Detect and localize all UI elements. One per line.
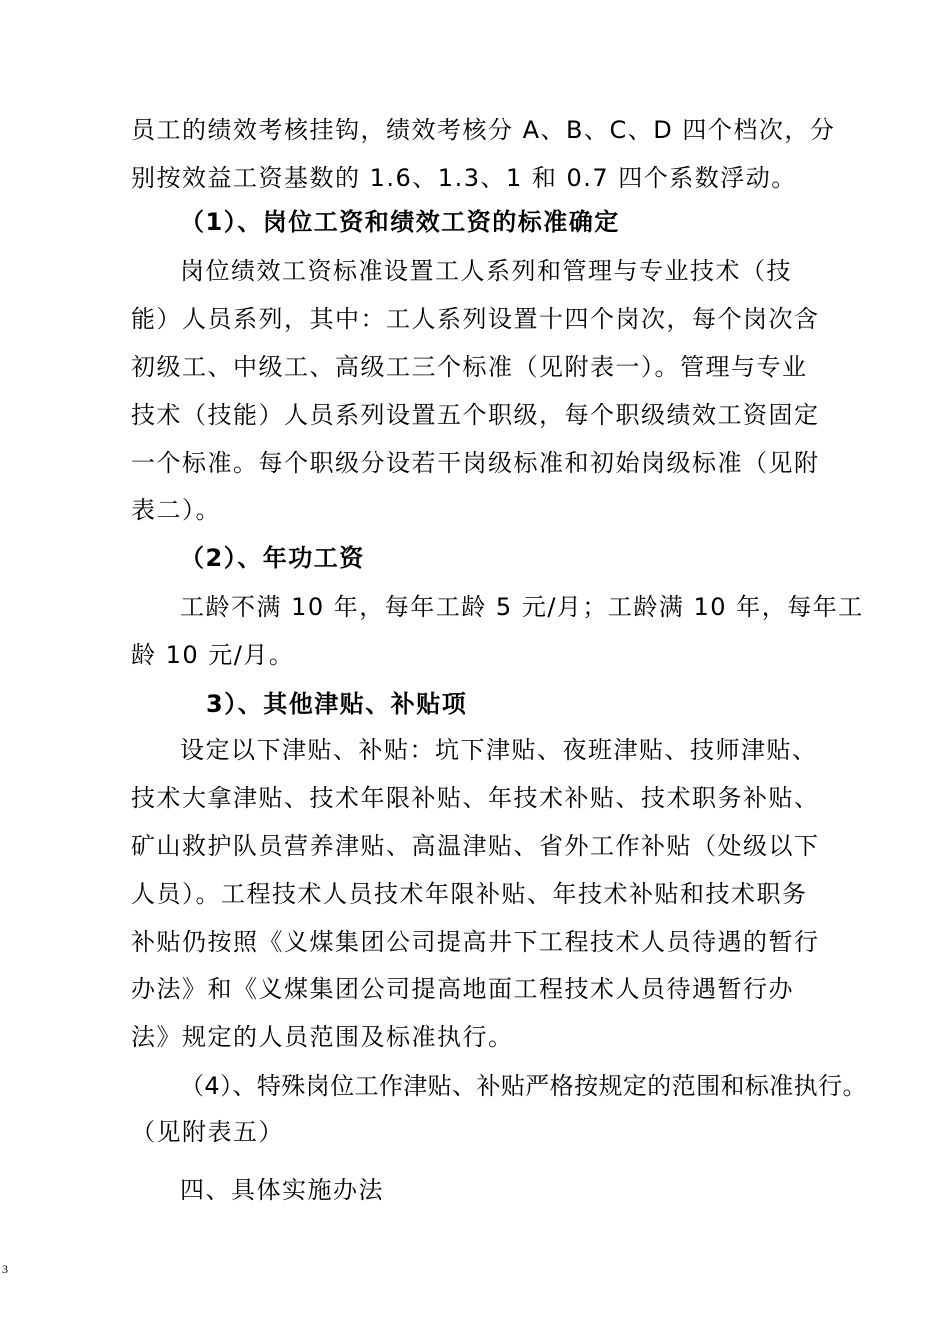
body-line: 补贴仍按照《义煤集团公司提高井下工程技术人员待遇的暂行 bbox=[131, 928, 820, 956]
body-line: 岗位绩效工资标准设置工人系列和管理与专业技术（技 bbox=[180, 257, 792, 285]
body-line: 矿山救护队员营养津贴、高温津贴、省外工作补贴（处级以下 bbox=[131, 832, 820, 860]
section-heading: 四、具体实施办法 bbox=[180, 1176, 384, 1204]
body-line: 龄 10 元/月。 bbox=[131, 641, 295, 669]
body-line: （见附表五） bbox=[131, 1118, 284, 1146]
page-number: 3 bbox=[2, 1262, 8, 1276]
body-line: （4）、特殊岗位工作津贴、补贴严格按规定的范围和标准执行。 bbox=[180, 1072, 867, 1100]
body-line: 办法》和《义煤集团公司提高地面工程技术人员待遇暂行办 bbox=[131, 975, 794, 1003]
section-heading: （2）、年功工资 bbox=[180, 544, 365, 572]
section-heading: 3）、其他津贴、补贴项 bbox=[206, 690, 468, 718]
body-line: 设定以下津贴、补贴：坑下津贴、夜班津贴、技师津贴、 bbox=[180, 736, 818, 764]
body-line: 表二）。 bbox=[131, 496, 221, 524]
body-line: 工龄不满 10 年，每年工龄 5 元/月；工龄满 10 年，每年工 bbox=[180, 593, 864, 621]
body-line: 能）人员系列，其中：工人系列设置十四个岗次，每个岗次含 bbox=[131, 305, 820, 333]
body-line: 法》规定的人员范围及标准执行。 bbox=[131, 1023, 514, 1051]
body-line: 初级工、中级工、高级工三个标准（见附表一）。管理与专业 bbox=[131, 353, 808, 381]
body-line: 别按效益工资基数的 1.6、1.3、1 和 0.7 四个系数浮动。 bbox=[131, 164, 797, 192]
body-line: 员工的绩效考核挂钩，绩效考核分 A、B、C、D 四个档次，分 bbox=[131, 116, 836, 144]
body-line: 一个标准。每个职级分设若干岗级标准和初始岗级标准（见附 bbox=[131, 449, 820, 477]
body-line: 人员）。工程技术人员技术年限补贴、年技术补贴和技术职务 bbox=[131, 880, 808, 908]
body-line: 技术（技能）人员系列设置五个职级，每个职级绩效工资固定 bbox=[131, 401, 820, 429]
body-line: 技术大拿津贴、技术年限补贴、年技术补贴、技术职务补贴、 bbox=[131, 784, 820, 812]
section-heading: （1）、岗位工资和绩效工资的标准确定 bbox=[180, 208, 620, 236]
